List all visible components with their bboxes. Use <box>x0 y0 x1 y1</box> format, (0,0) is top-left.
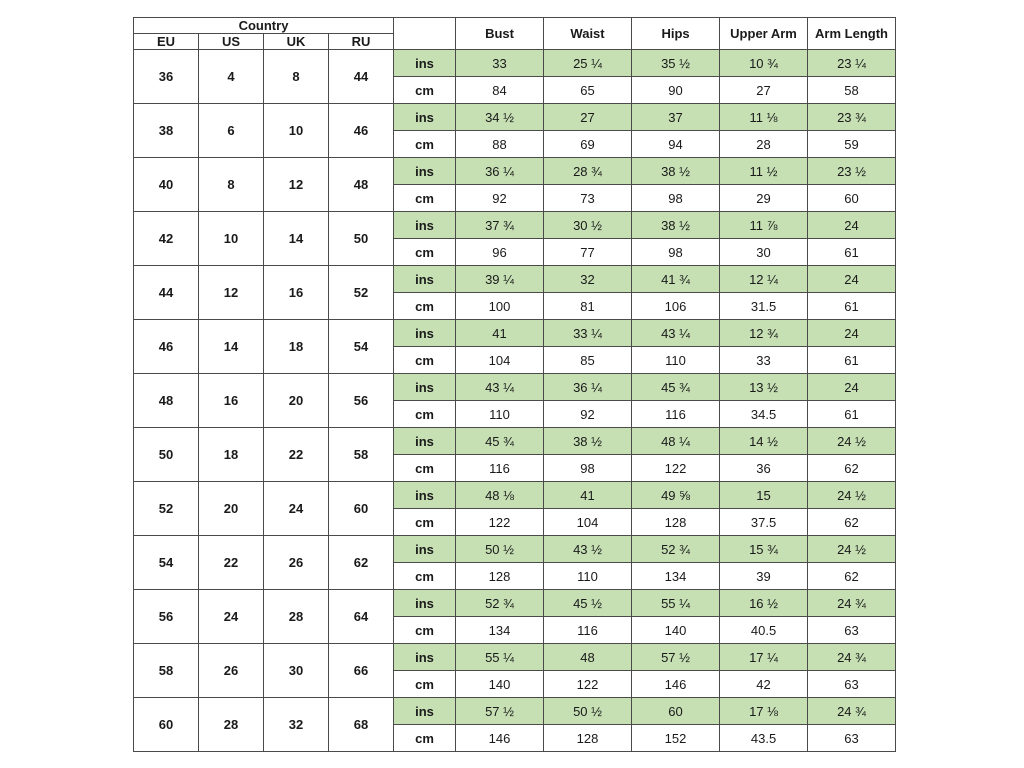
cell-cm-hips: 110 <box>632 347 720 374</box>
cell-ins-upper-arm: 10 ¾ <box>720 50 808 77</box>
cell-ins-hips: 57 ½ <box>632 644 720 671</box>
cell-cm-arm-length: 60 <box>808 185 896 212</box>
cell-cm-bust: 96 <box>456 239 544 266</box>
cell-ins-arm-length: 23 ¼ <box>808 50 896 77</box>
cell-ins-waist: 25 ¼ <box>544 50 632 77</box>
cell-cm-upper-arm: 37.5 <box>720 509 808 536</box>
cell-ins-arm-length: 24 <box>808 374 896 401</box>
cell-ru: 52 <box>329 266 394 320</box>
cell-us: 8 <box>199 158 264 212</box>
cell-unit-cm: cm <box>394 239 456 266</box>
header-unit-blank <box>394 18 456 50</box>
cell-cm-hips: 152 <box>632 725 720 752</box>
cell-cm-hips: 122 <box>632 455 720 482</box>
cell-uk: 22 <box>264 428 329 482</box>
cell-cm-arm-length: 61 <box>808 239 896 266</box>
cell-cm-waist: 116 <box>544 617 632 644</box>
cell-unit-ins: ins <box>394 374 456 401</box>
cell-cm-upper-arm: 42 <box>720 671 808 698</box>
cell-uk: 18 <box>264 320 329 374</box>
cell-ins-waist: 48 <box>544 644 632 671</box>
cell-unit-cm: cm <box>394 131 456 158</box>
cell-cm-waist: 85 <box>544 347 632 374</box>
cell-ins-bust: 41 <box>456 320 544 347</box>
cell-eu: 54 <box>134 536 199 590</box>
cell-eu: 48 <box>134 374 199 428</box>
cell-ins-arm-length: 24 ½ <box>808 482 896 509</box>
cell-ins-bust: 57 ½ <box>456 698 544 725</box>
cell-eu: 36 <box>134 50 199 104</box>
cell-cm-arm-length: 61 <box>808 401 896 428</box>
cell-uk: 32 <box>264 698 329 752</box>
cell-cm-upper-arm: 33 <box>720 347 808 374</box>
cell-eu: 52 <box>134 482 199 536</box>
cell-unit-cm: cm <box>394 671 456 698</box>
cell-unit-ins: ins <box>394 698 456 725</box>
cell-cm-waist: 77 <box>544 239 632 266</box>
cell-ru: 48 <box>329 158 394 212</box>
cell-uk: 10 <box>264 104 329 158</box>
cell-ins-bust: 34 ½ <box>456 104 544 131</box>
cell-cm-hips: 116 <box>632 401 720 428</box>
cell-ins-bust: 52 ¾ <box>456 590 544 617</box>
header-country: Country <box>134 18 394 34</box>
cell-eu: 42 <box>134 212 199 266</box>
cell-ins-bust: 48 ⅛ <box>456 482 544 509</box>
cell-ins-upper-arm: 11 ⅛ <box>720 104 808 131</box>
cell-ins-hips: 55 ¼ <box>632 590 720 617</box>
cell-ru: 56 <box>329 374 394 428</box>
cell-cm-bust: 92 <box>456 185 544 212</box>
cell-ins-arm-length: 24 ½ <box>808 536 896 563</box>
cell-us: 18 <box>199 428 264 482</box>
header-arm-length: Arm Length <box>808 18 896 50</box>
cell-ins-upper-arm: 17 ⅛ <box>720 698 808 725</box>
cell-eu: 58 <box>134 644 199 698</box>
cell-unit-ins: ins <box>394 266 456 293</box>
cell-cm-arm-length: 58 <box>808 77 896 104</box>
cell-ins-arm-length: 23 ¾ <box>808 104 896 131</box>
cell-cm-bust: 146 <box>456 725 544 752</box>
table-header <box>134 18 896 50</box>
cell-ins-hips: 48 ¼ <box>632 428 720 455</box>
cell-uk: 24 <box>264 482 329 536</box>
cell-ins-upper-arm: 13 ½ <box>720 374 808 401</box>
cell-cm-hips: 146 <box>632 671 720 698</box>
cell-unit-ins: ins <box>394 158 456 185</box>
cell-eu: 60 <box>134 698 199 752</box>
cell-ru: 62 <box>329 536 394 590</box>
cell-us: 10 <box>199 212 264 266</box>
cell-unit-cm: cm <box>394 509 456 536</box>
cell-ins-hips: 49 ⅝ <box>632 482 720 509</box>
table-row <box>134 266 896 293</box>
cell-cm-upper-arm: 39 <box>720 563 808 590</box>
cell-uk: 14 <box>264 212 329 266</box>
cell-cm-bust: 116 <box>456 455 544 482</box>
cell-ins-hips: 38 ½ <box>632 212 720 239</box>
cell-cm-hips: 98 <box>632 185 720 212</box>
cell-ru: 60 <box>329 482 394 536</box>
cell-ins-arm-length: 24 ¾ <box>808 698 896 725</box>
table-row <box>134 374 896 401</box>
table-row <box>134 428 896 455</box>
table-row <box>134 104 896 131</box>
cell-us: 26 <box>199 644 264 698</box>
cell-ins-waist: 28 ¾ <box>544 158 632 185</box>
header-row-top <box>134 18 896 34</box>
cell-eu: 44 <box>134 266 199 320</box>
cell-cm-upper-arm: 43.5 <box>720 725 808 752</box>
cell-ins-upper-arm: 12 ¾ <box>720 320 808 347</box>
size-chart-table <box>133 17 896 752</box>
cell-uk: 20 <box>264 374 329 428</box>
cell-cm-upper-arm: 29 <box>720 185 808 212</box>
cell-ins-upper-arm: 15 ¾ <box>720 536 808 563</box>
cell-ins-hips: 38 ½ <box>632 158 720 185</box>
cell-uk: 30 <box>264 644 329 698</box>
cell-unit-cm: cm <box>394 725 456 752</box>
cell-cm-waist: 81 <box>544 293 632 320</box>
cell-cm-upper-arm: 28 <box>720 131 808 158</box>
cell-cm-upper-arm: 31.5 <box>720 293 808 320</box>
cell-cm-hips: 128 <box>632 509 720 536</box>
cell-cm-bust: 122 <box>456 509 544 536</box>
table-row <box>134 536 896 563</box>
cell-ru: 64 <box>329 590 394 644</box>
cell-unit-ins: ins <box>394 212 456 239</box>
cell-cm-bust: 84 <box>456 77 544 104</box>
size-chart-container <box>133 17 895 752</box>
cell-ins-arm-length: 24 ¾ <box>808 590 896 617</box>
cell-cm-upper-arm: 40.5 <box>720 617 808 644</box>
cell-ins-bust: 37 ¾ <box>456 212 544 239</box>
cell-cm-waist: 110 <box>544 563 632 590</box>
table-row <box>134 320 896 347</box>
cell-ins-hips: 41 ¾ <box>632 266 720 293</box>
header-hips: Hips <box>632 18 720 50</box>
cell-cm-upper-arm: 36 <box>720 455 808 482</box>
cell-cm-waist: 128 <box>544 725 632 752</box>
cell-unit-ins: ins <box>394 50 456 77</box>
header-waist: Waist <box>544 18 632 50</box>
cell-unit-ins: ins <box>394 536 456 563</box>
cell-uk: 16 <box>264 266 329 320</box>
cell-cm-arm-length: 63 <box>808 617 896 644</box>
table-row <box>134 50 896 77</box>
cell-ins-waist: 30 ½ <box>544 212 632 239</box>
cell-unit-cm: cm <box>394 185 456 212</box>
cell-us: 4 <box>199 50 264 104</box>
cell-cm-arm-length: 62 <box>808 563 896 590</box>
cell-cm-arm-length: 63 <box>808 725 896 752</box>
header-ru: RU <box>329 34 394 50</box>
cell-cm-arm-length: 62 <box>808 455 896 482</box>
cell-ins-upper-arm: 12 ¼ <box>720 266 808 293</box>
cell-ins-upper-arm: 16 ½ <box>720 590 808 617</box>
cell-cm-waist: 122 <box>544 671 632 698</box>
cell-ins-arm-length: 24 ½ <box>808 428 896 455</box>
cell-ins-waist: 50 ½ <box>544 698 632 725</box>
cell-unit-cm: cm <box>394 347 456 374</box>
cell-ins-upper-arm: 11 ½ <box>720 158 808 185</box>
cell-us: 6 <box>199 104 264 158</box>
cell-ins-bust: 39 ¼ <box>456 266 544 293</box>
cell-unit-cm: cm <box>394 401 456 428</box>
cell-cm-bust: 100 <box>456 293 544 320</box>
header-upper-arm: Upper Arm <box>720 18 808 50</box>
cell-ins-arm-length: 24 ¾ <box>808 644 896 671</box>
cell-ins-upper-arm: 11 ⅞ <box>720 212 808 239</box>
cell-cm-hips: 140 <box>632 617 720 644</box>
cell-cm-hips: 90 <box>632 77 720 104</box>
cell-unit-cm: cm <box>394 563 456 590</box>
cell-uk: 12 <box>264 158 329 212</box>
cell-eu: 40 <box>134 158 199 212</box>
cell-unit-cm: cm <box>394 77 456 104</box>
cell-cm-waist: 65 <box>544 77 632 104</box>
cell-us: 14 <box>199 320 264 374</box>
cell-us: 20 <box>199 482 264 536</box>
table-body <box>134 50 896 752</box>
cell-ins-hips: 60 <box>632 698 720 725</box>
cell-ins-hips: 45 ¾ <box>632 374 720 401</box>
cell-cm-hips: 94 <box>632 131 720 158</box>
cell-ins-waist: 38 ½ <box>544 428 632 455</box>
cell-ru: 58 <box>329 428 394 482</box>
cell-ins-bust: 45 ¾ <box>456 428 544 455</box>
cell-eu: 56 <box>134 590 199 644</box>
cell-ins-bust: 55 ¼ <box>456 644 544 671</box>
header-eu: EU <box>134 34 199 50</box>
cell-ins-hips: 35 ½ <box>632 50 720 77</box>
cell-unit-ins: ins <box>394 482 456 509</box>
table-row <box>134 482 896 509</box>
cell-cm-arm-length: 59 <box>808 131 896 158</box>
cell-ins-waist: 27 <box>544 104 632 131</box>
cell-cm-bust: 104 <box>456 347 544 374</box>
cell-ru: 66 <box>329 644 394 698</box>
cell-ins-bust: 43 ¼ <box>456 374 544 401</box>
cell-ru: 54 <box>329 320 394 374</box>
cell-ins-hips: 37 <box>632 104 720 131</box>
cell-ru: 68 <box>329 698 394 752</box>
cell-uk: 28 <box>264 590 329 644</box>
cell-cm-bust: 88 <box>456 131 544 158</box>
cell-cm-arm-length: 63 <box>808 671 896 698</box>
cell-cm-bust: 134 <box>456 617 544 644</box>
cell-ins-bust: 33 <box>456 50 544 77</box>
cell-ins-hips: 52 ¾ <box>632 536 720 563</box>
cell-ins-waist: 45 ½ <box>544 590 632 617</box>
cell-cm-hips: 106 <box>632 293 720 320</box>
cell-cm-waist: 69 <box>544 131 632 158</box>
cell-ins-waist: 36 ¼ <box>544 374 632 401</box>
cell-cm-hips: 134 <box>632 563 720 590</box>
cell-eu: 50 <box>134 428 199 482</box>
cell-uk: 26 <box>264 536 329 590</box>
cell-ins-bust: 36 ¼ <box>456 158 544 185</box>
cell-cm-waist: 98 <box>544 455 632 482</box>
cell-ins-arm-length: 24 <box>808 266 896 293</box>
table-row <box>134 212 896 239</box>
cell-cm-arm-length: 61 <box>808 293 896 320</box>
cell-us: 24 <box>199 590 264 644</box>
cell-ru: 50 <box>329 212 394 266</box>
cell-unit-ins: ins <box>394 104 456 131</box>
cell-unit-ins: ins <box>394 590 456 617</box>
table-row <box>134 644 896 671</box>
cell-cm-arm-length: 62 <box>808 509 896 536</box>
cell-ins-upper-arm: 15 <box>720 482 808 509</box>
cell-uk: 8 <box>264 50 329 104</box>
cell-cm-waist: 92 <box>544 401 632 428</box>
cell-us: 12 <box>199 266 264 320</box>
table-row <box>134 158 896 185</box>
cell-ins-waist: 43 ½ <box>544 536 632 563</box>
header-uk: UK <box>264 34 329 50</box>
cell-ins-arm-length: 23 ½ <box>808 158 896 185</box>
cell-eu: 38 <box>134 104 199 158</box>
cell-cm-upper-arm: 34.5 <box>720 401 808 428</box>
cell-ins-waist: 33 ¼ <box>544 320 632 347</box>
cell-cm-arm-length: 61 <box>808 347 896 374</box>
cell-unit-ins: ins <box>394 644 456 671</box>
cell-unit-ins: ins <box>394 428 456 455</box>
cell-us: 22 <box>199 536 264 590</box>
cell-ins-arm-length: 24 <box>808 212 896 239</box>
cell-ru: 46 <box>329 104 394 158</box>
header-us: US <box>199 34 264 50</box>
cell-ins-upper-arm: 14 ½ <box>720 428 808 455</box>
cell-us: 28 <box>199 698 264 752</box>
cell-cm-bust: 128 <box>456 563 544 590</box>
cell-ins-waist: 41 <box>544 482 632 509</box>
cell-ins-upper-arm: 17 ¼ <box>720 644 808 671</box>
table-row <box>134 590 896 617</box>
cell-ins-bust: 50 ½ <box>456 536 544 563</box>
cell-us: 16 <box>199 374 264 428</box>
cell-cm-hips: 98 <box>632 239 720 266</box>
cell-unit-cm: cm <box>394 617 456 644</box>
cell-cm-waist: 104 <box>544 509 632 536</box>
cell-unit-ins: ins <box>394 320 456 347</box>
cell-ins-arm-length: 24 <box>808 320 896 347</box>
header-bust: Bust <box>456 18 544 50</box>
cell-eu: 46 <box>134 320 199 374</box>
cell-cm-upper-arm: 27 <box>720 77 808 104</box>
table-row <box>134 698 896 725</box>
cell-unit-cm: cm <box>394 293 456 320</box>
cell-cm-waist: 73 <box>544 185 632 212</box>
cell-unit-cm: cm <box>394 455 456 482</box>
cell-ins-hips: 43 ¼ <box>632 320 720 347</box>
cell-ru: 44 <box>329 50 394 104</box>
cell-cm-bust: 140 <box>456 671 544 698</box>
cell-cm-bust: 110 <box>456 401 544 428</box>
cell-ins-waist: 32 <box>544 266 632 293</box>
cell-cm-upper-arm: 30 <box>720 239 808 266</box>
